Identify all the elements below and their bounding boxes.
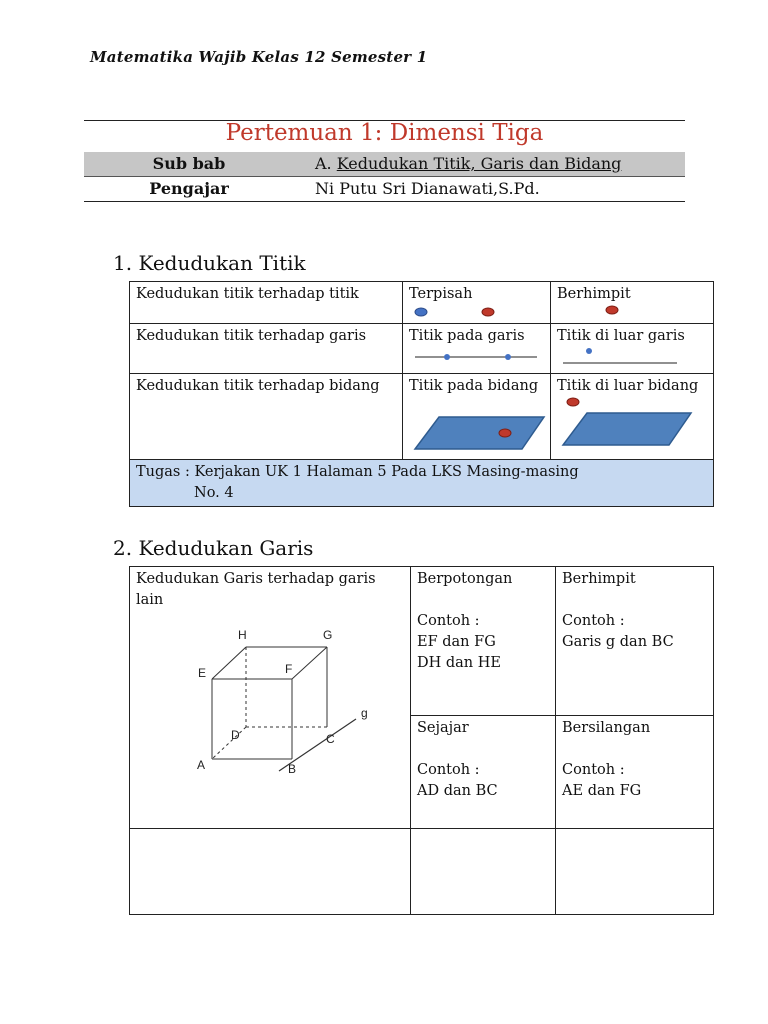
contoh-label: Contoh : bbox=[417, 613, 480, 629]
cube-diagram bbox=[184, 617, 404, 776]
row-label: Kedudukan titik terhadap titik bbox=[130, 282, 403, 324]
red-point bbox=[606, 306, 618, 314]
label-b: B bbox=[288, 762, 297, 776]
red-point bbox=[482, 308, 494, 316]
empty-cell bbox=[411, 829, 556, 915]
point-on-line-figure bbox=[409, 347, 544, 365]
cell-title: Titik di luar garis bbox=[557, 328, 685, 344]
example-item: AE dan FG bbox=[562, 783, 642, 799]
cell-bersilangan bbox=[556, 716, 714, 829]
kedudukan-titik-table bbox=[129, 281, 714, 507]
label-g-vertex: G bbox=[323, 628, 333, 642]
blue-point bbox=[444, 354, 450, 360]
page-title: Pertemuan 1: Dimensi Tiga bbox=[225, 120, 544, 146]
example-item: EF dan FG bbox=[417, 634, 496, 650]
label-a: A bbox=[197, 758, 206, 772]
cell-title: Bersilangan bbox=[562, 720, 651, 736]
example-item: Garis g dan BC bbox=[562, 634, 674, 650]
subbab-row bbox=[84, 152, 685, 176]
row-label-cont: lain bbox=[136, 592, 164, 608]
example-item: DH dan HE bbox=[417, 655, 501, 671]
cell-title: Berpotongan bbox=[417, 571, 513, 587]
label-line-g: g bbox=[361, 706, 368, 720]
table-row bbox=[130, 567, 714, 716]
row-label: Kedudukan titik terhadap garis bbox=[130, 324, 403, 374]
pengajar-row bbox=[84, 177, 685, 201]
blue-point bbox=[586, 348, 592, 354]
task-text: Tugas : Kerjakan UK 1 Halaman 5 Pada LKS Masing-masing bbox=[136, 464, 579, 480]
row-label: Kedudukan Garis terhadap garis bbox=[136, 571, 376, 587]
cell-titik-pada-bidang bbox=[403, 374, 551, 460]
plane-shape bbox=[415, 417, 544, 449]
red-point bbox=[567, 398, 579, 406]
section1-heading: 1. Kedudukan Titik bbox=[113, 251, 306, 275]
cell-title: Terpisah bbox=[409, 286, 473, 302]
table-row bbox=[130, 829, 714, 915]
contoh-label: Contoh : bbox=[417, 762, 480, 778]
cell-title: Berhimpit bbox=[557, 286, 631, 302]
empty-cell bbox=[130, 829, 411, 915]
cell-title: Sejajar bbox=[417, 720, 469, 736]
header-text: Matematika Wajib Kelas 12 Semester 1 bbox=[90, 48, 428, 66]
garis-label-cell bbox=[130, 567, 411, 829]
contoh-label: Contoh : bbox=[562, 762, 625, 778]
cell-sejajar bbox=[411, 716, 556, 829]
table-row bbox=[130, 374, 714, 460]
kedudukan-garis-table bbox=[129, 566, 714, 915]
point-off-line-figure bbox=[557, 347, 707, 365]
table-row bbox=[130, 282, 714, 324]
label-f: F bbox=[285, 662, 293, 676]
blue-point bbox=[415, 308, 427, 316]
separate-points-figure bbox=[409, 305, 544, 319]
empty-cell bbox=[556, 829, 714, 915]
label-c: C bbox=[326, 732, 335, 746]
plane-shape bbox=[563, 413, 691, 445]
cell-titik-di-luar-garis bbox=[551, 324, 714, 374]
cell-title: Titik pada bidang bbox=[409, 378, 539, 394]
point-on-plane-figure bbox=[409, 397, 544, 457]
task-row bbox=[130, 460, 714, 507]
cell-title: Titik di luar bidang bbox=[557, 378, 699, 394]
subbab-value: Kedudukan Titik, Garis dan Bidang bbox=[336, 154, 622, 173]
cell-titik-pada-garis bbox=[403, 324, 551, 374]
example-item: AD dan BC bbox=[417, 783, 498, 799]
bottom-rule bbox=[84, 201, 685, 202]
table-row bbox=[130, 324, 714, 374]
pengajar-value: Ni Putu Sri Dianawati,S.Pd. bbox=[315, 179, 540, 198]
point-off-plane-figure bbox=[557, 397, 707, 457]
cell-title: Titik pada garis bbox=[409, 328, 525, 344]
section2-heading: 2. Kedudukan Garis bbox=[113, 536, 314, 560]
coincident-points-figure bbox=[557, 305, 707, 319]
label-h: H bbox=[238, 628, 247, 642]
pengajar-label: Pengajar bbox=[149, 179, 229, 198]
task-cell bbox=[130, 460, 714, 507]
subbab-prefix: A. bbox=[315, 154, 332, 173]
task-number: No. 4 bbox=[194, 485, 234, 501]
cell-berpotongan bbox=[411, 567, 556, 716]
label-d: D bbox=[231, 728, 240, 742]
red-point bbox=[499, 429, 511, 437]
cell-titik-di-luar-bidang bbox=[551, 374, 714, 460]
cell-terpisah bbox=[403, 282, 551, 324]
subbab-label: Sub bab bbox=[152, 154, 226, 173]
blue-point bbox=[505, 354, 511, 360]
cell-berhimpit-garis bbox=[556, 567, 714, 716]
subbab-value-wrap bbox=[315, 154, 621, 173]
row-label: Kedudukan titik terhadap bidang bbox=[130, 374, 403, 460]
cell-title: Berhimpit bbox=[562, 571, 636, 587]
label-e: E bbox=[198, 666, 207, 680]
contoh-label: Contoh : bbox=[562, 613, 625, 629]
cell-berhimpit bbox=[551, 282, 714, 324]
document-header bbox=[90, 48, 427, 66]
